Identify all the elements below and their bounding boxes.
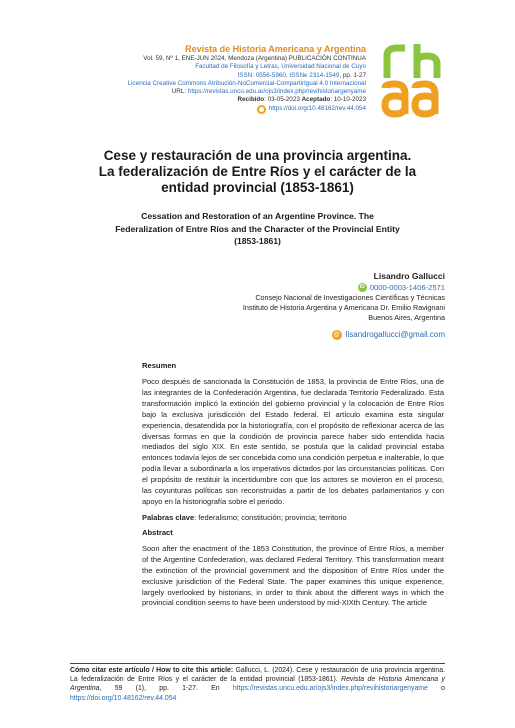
citation-journal: Revista de Historia Americana y Argentina: [70, 676, 445, 693]
journal-info: [0, 44, 366, 114]
article-body: [142, 360, 444, 609]
orcid-row: [85, 282, 445, 293]
orcid-link[interactable]: 0000-0003-1406-2571: [369, 283, 445, 292]
author-block: [85, 270, 445, 340]
doi-row: [0, 105, 366, 114]
faculty-link[interactable]: Facultad de Filosofía y Letras, Universidad Nacional de Cuyo: [195, 63, 366, 71]
logo-a2-mark: [415, 84, 435, 114]
received-date: : 03-05-2023: [264, 96, 300, 104]
received-label: Recibido: [237, 96, 265, 104]
journal-title: Revista de Historia Americana y Argentina: [185, 44, 366, 54]
journal-url-link[interactable]: https://revistas.uncu.edu.ar/ojs3/index.php/revihistoriargenyame: [187, 88, 366, 96]
dates-line: [0, 96, 366, 104]
accepted-label: Aceptado: [301, 96, 331, 104]
author-name: Lisandro Gallucci: [373, 271, 445, 281]
url-label: URL:: [171, 88, 188, 96]
title-spanish: [60, 148, 455, 196]
abstract-es-heading: Resumen: [142, 361, 177, 370]
affiliation-1: Consejo Nacional de Investigaciones Científicas y Técnicas: [255, 293, 445, 302]
logo-a1-mark: [385, 84, 405, 114]
email-row: [85, 329, 445, 340]
orcid-icon: iD: [359, 284, 365, 290]
title-es-line-3: entidad provincial (1853-1861): [161, 180, 354, 195]
volume-line: Vol. 59, Nº 1, ENE-JUN 2024, Mendoza (Argentina) PUBLICACIÓN CONTINUA: [143, 55, 366, 62]
issn-links[interactable]: ISSN: 0556-5960, ISSNe 2314-1549: [237, 71, 340, 79]
abstract-en-text: Soon after the enactment of the 1853 Constitution, the province of Entre Ríos, a member of the Argentine Confederation, was declared Federal Territory. This transformation meant the extinction of the provincial government and the disposition of Entre Ríos under the exclusive jurisdiction of the Federal State. The paper examines this unique experience, largely overlooked by historians, in order to think about the different ways in which the provincial condition seems to have been understood by mid-XIXth Century. The article: [142, 543, 444, 608]
logo-h-mark: [417, 44, 437, 78]
logo-r-mark: [387, 48, 405, 78]
citation-or: o: [427, 685, 446, 693]
keywords-es-label: Palabras clave: [142, 512, 195, 522]
title-en-line-3: (1853-1861): [234, 236, 281, 246]
title-es-line-2: La federalización de Entre Ríos y el carácter de la: [98, 164, 417, 179]
citation-body: Gallucci, L. (2024). Cese y restauración de una provincia argentina. La federalización de Entre Ríos y el carácter de la entidad provincial (1853-1861).: [70, 667, 446, 684]
citation-url-link[interactable]: https://revistas.uncu.edu.ar/ojs3/index.php/revihistoriargenyame: [232, 685, 428, 693]
citation-doi-link[interactable]: https://doi.org/10.48162/rev.44.054: [70, 694, 177, 702]
citation-label: Cómo citar este artículo / How to cite this article:: [70, 667, 234, 674]
email-icon: @: [332, 330, 342, 340]
title-en-line-1: Cessation and Restoration of an Argentine Province. The: [141, 211, 374, 221]
email-link[interactable]: lisandrogallucci@gmail.com: [345, 330, 445, 339]
issn-line: [0, 72, 366, 80]
citation-footer: [70, 663, 445, 703]
doi-icon: [257, 105, 266, 114]
article-titles: [60, 148, 455, 248]
issn-pages: , pp. 1-27: [339, 71, 366, 79]
title-en-line-2: Federalization of Entre Ríos and the Character of the Provincial Entity: [115, 223, 400, 234]
citation-tail: , 59 (1), pp. 1-27. En: [99, 685, 233, 693]
citation-text: [70, 666, 445, 703]
url-line: [0, 88, 366, 96]
affiliation-3: Buenos Aires, Argentina: [368, 313, 445, 322]
abstract-en-heading: Abstract: [142, 527, 173, 537]
keywords-es: [142, 512, 444, 523]
license-link[interactable]: Licencia Creative Commons Atribución-NoComercial-CompartirIgual 4.0 Internacional: [127, 79, 366, 87]
doi-link[interactable]: https://doi.org/10.48162/rev.44.054: [268, 105, 366, 113]
accepted-date: : 10-10-2023: [330, 96, 366, 104]
title-english: [60, 210, 455, 248]
keywords-es-text: : federalismo; constitución; provincia; territorio: [194, 512, 347, 522]
abstract-es-text: Poco después de sancionada la Constitución de 1853, la provincia de Entre Ríos, una de las integrantes de la Confederación Argentina, fue declarada Territorio Federalizado. Esta transformación implicó la extinción del gobierno provincial y la colocación de Entre Ríos bajo la exclusiva jurisdicción del Estado federal. El artículo examina esta singular experiencia, desatendida por la historiografía, con el propósito de reflexionar acerca de las diversas formas en que la condición de provincia parece haber sido entendida hacia mediados del siglo XIX. En este sentido, se postula que la calidad provincial estaba entonces todavía lejos de ser concebida como una condición perpetua e inalterable, lo que podía llevar a subordinarla a los imperativos dictados por las circunstancias políticas. Con el propósito de restituir la incertidumbre con que los actores se movieron en el proceso, las coyunturas políticas son reconstruidas a partir de los debates parlamentarios y con apoyo en la historiografía sobre el periodo.: [142, 377, 444, 506]
title-es-line-1: Cese y restauración de una provincia argentina.: [103, 148, 412, 163]
journal-logo: [381, 44, 443, 118]
affiliation-2: Instituto de Historia Argentina y Americana Dr. Emilio Ravignani: [242, 303, 445, 312]
